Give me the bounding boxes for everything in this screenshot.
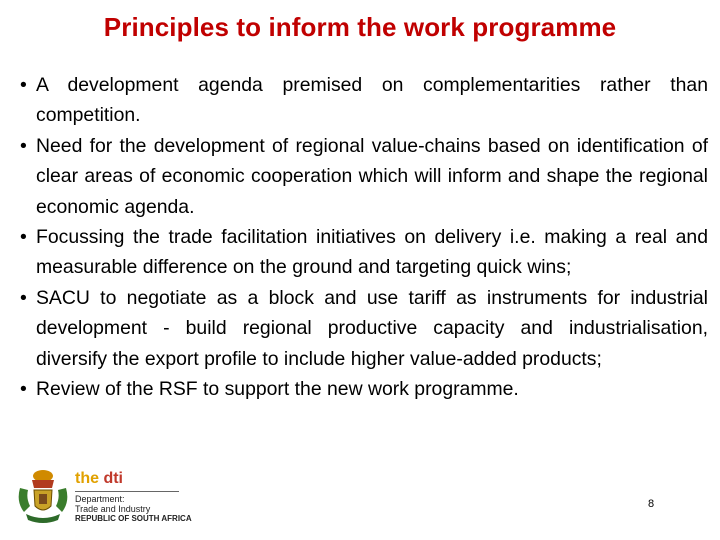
bullet-item: • Focussing the trade facilitation initiatives on delivery i.e. making a real and measurable difference on the ground and targeting quick wins; [20,222,708,283]
brand-the: the [75,470,99,487]
dti-brand [75,470,192,488]
dept-name: Trade and Industry [75,504,151,514]
coat-of-arms-icon [14,466,72,526]
bullet-item: • Review of the RSF to support the new work programme. [20,374,708,404]
bullet-item: • SACU to negotiate as a block and use tariff as instruments for industrial development - build regional productive capacity and industrialisation, diversify the export profile to include higher value-added products; [20,283,708,374]
bullet-list [20,70,708,404]
dti-logo [75,470,192,524]
bullet-item: • Need for the development of regional value-chains based on identification of clear areas of economic cooperation which will inform and shape the regional economic agenda. [20,131,708,222]
bullet-item: • A development agenda premised on complementarities rather than competition. [20,70,708,131]
country-name: REPUBLIC OF SOUTH AFRICA [75,514,192,523]
slide-title: Principles to inform the work programme [103,12,617,42]
page-number: 8 [648,498,655,510]
logo-divider [75,491,179,492]
dept-label: Department: [75,494,125,504]
brand-dti: dti [103,470,123,487]
